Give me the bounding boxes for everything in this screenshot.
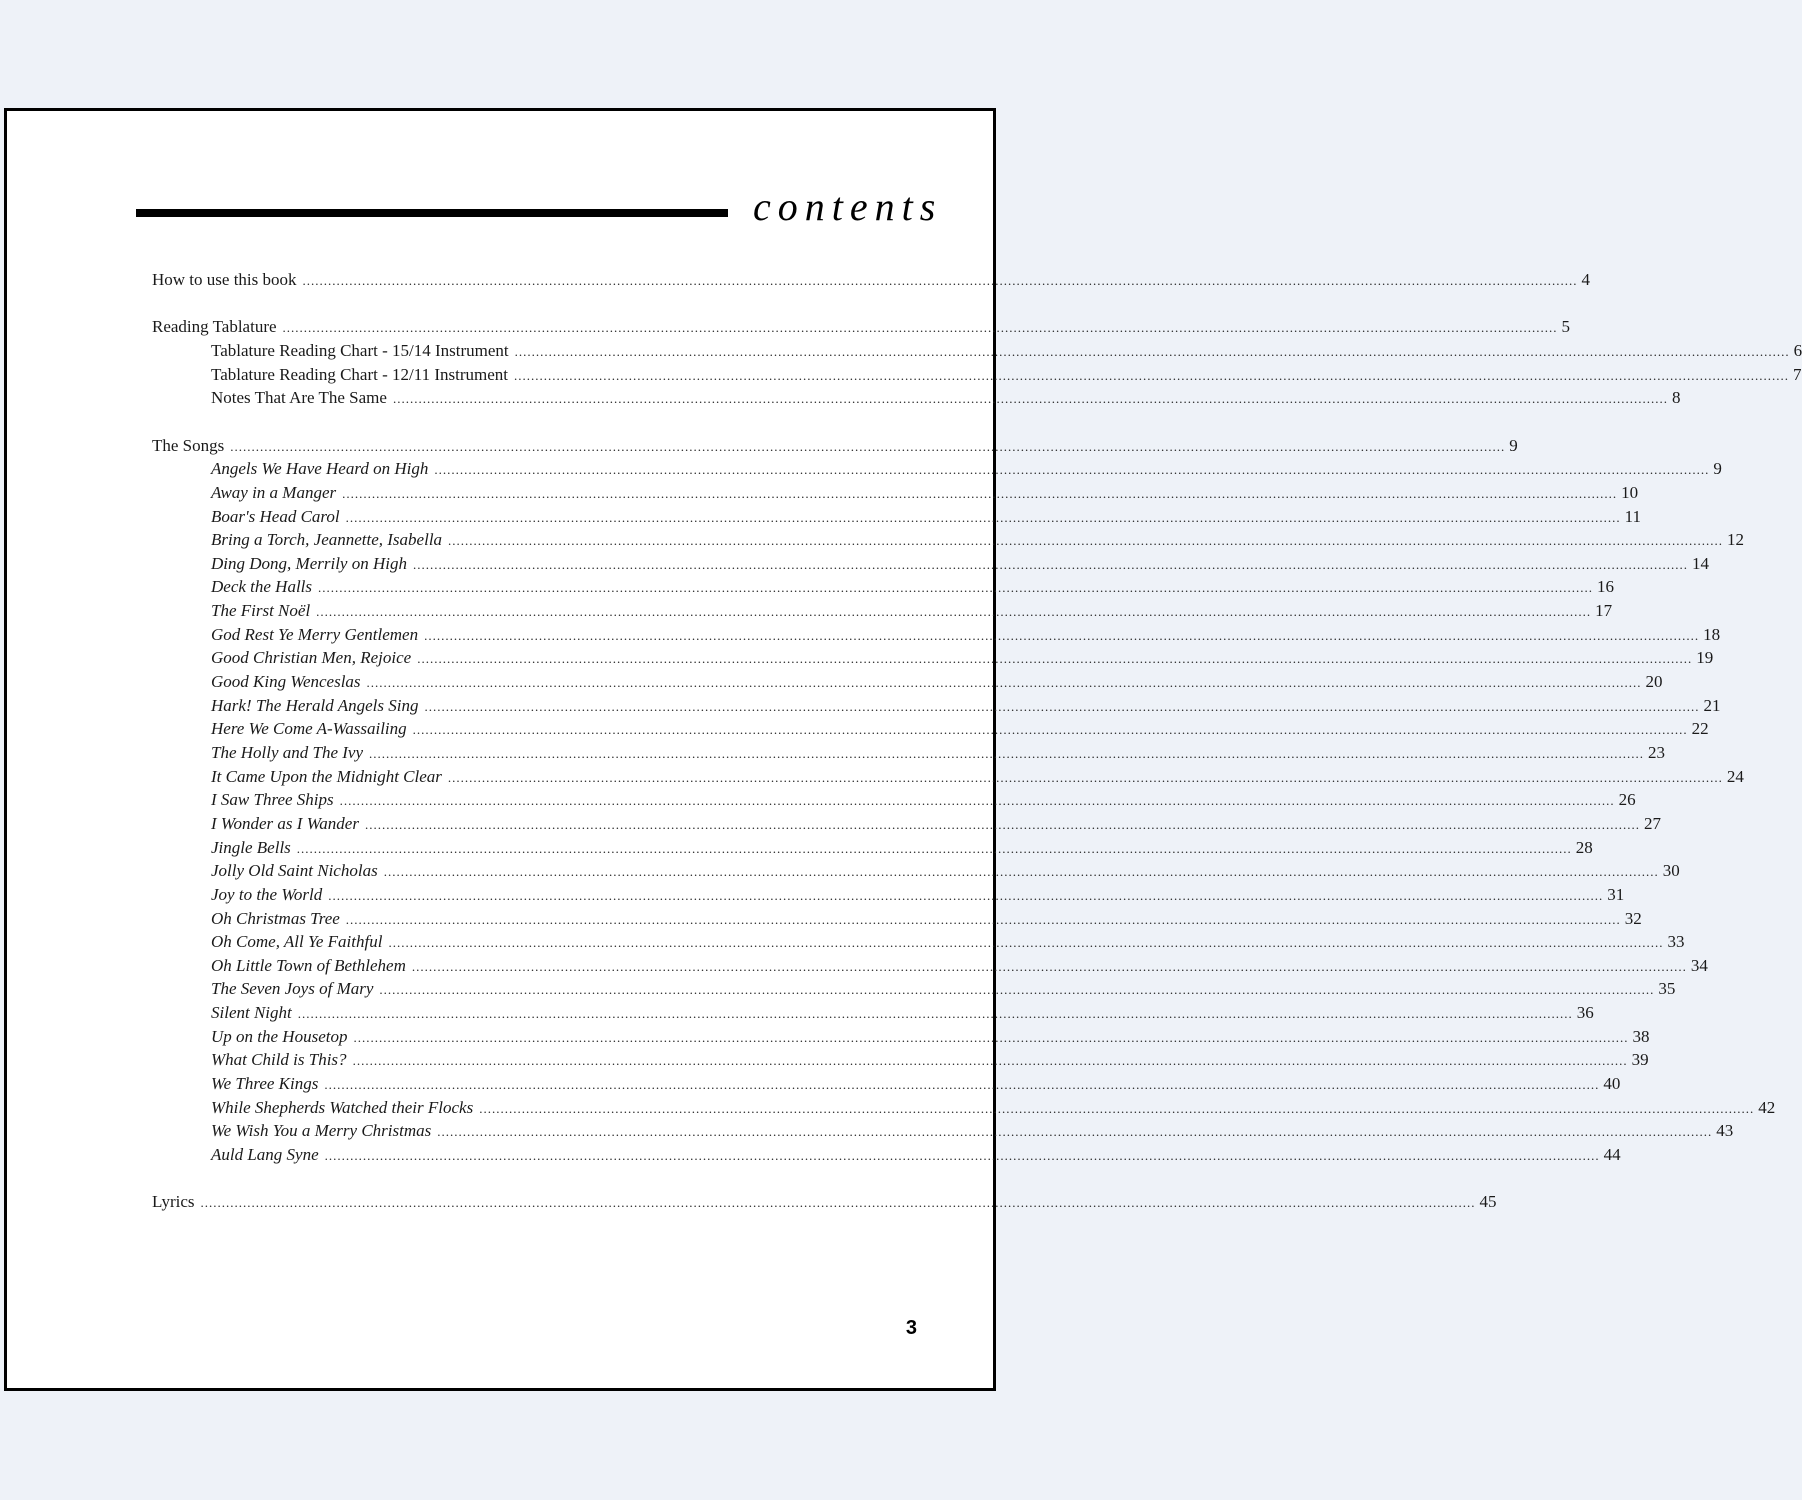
toc-entry-page: 14 (1691, 554, 1709, 573)
toc-entry (211, 907, 1642, 931)
toc-entry-page: 28 (1575, 838, 1593, 857)
toc-entry-label: Deck the Halls (211, 577, 313, 596)
toc-entry-page: 43 (1716, 1121, 1734, 1140)
toc-entry (152, 1190, 1497, 1214)
toc-entry-page: 18 (1703, 625, 1721, 644)
dot-leader: ............................................................................................................................................................................................................................................................................................................ (282, 320, 1558, 335)
toc-entry-label: What Child is This? (211, 1050, 347, 1069)
toc-entry (211, 386, 1681, 410)
dot-leader: ............................................................................................................................................................................................................................................................................................................ (434, 462, 1710, 477)
toc-entry-page: 7 (1793, 365, 1802, 384)
dot-leader: ............................................................................................................................................................................................................................................................................................................ (345, 912, 1621, 927)
toc-entry-page: 42 (1758, 1098, 1776, 1117)
toc-entry (211, 457, 1722, 481)
toc-entry-page: 40 (1603, 1074, 1621, 1093)
dot-leader: ............................................................................................................................................................................................................................................................................................................ (366, 675, 1642, 690)
toc-entry-label: We Three Kings (211, 1074, 319, 1093)
toc-entry (211, 339, 1802, 363)
toc-entry (211, 670, 1663, 694)
toc-entry (211, 363, 1802, 387)
toc-entry-page: 9 (1509, 436, 1518, 455)
toc-entry (211, 765, 1744, 789)
toc-entry-label: The Seven Joys of Mary (211, 979, 374, 998)
toc-entry-page: 27 (1643, 814, 1661, 833)
toc-entry (211, 883, 1625, 907)
toc-entry-page: 31 (1607, 885, 1625, 904)
toc-entry-label: Notes That Are The Same (211, 388, 387, 407)
toc-entry-page: 10 (1621, 483, 1639, 502)
toc-entry-page: 32 (1624, 909, 1642, 928)
dot-leader: ............................................................................................................................................................................................................................................................................................................ (318, 580, 1594, 595)
toc-entry-page: 44 (1603, 1145, 1621, 1164)
toc-entry-label: Up on the Housetop (211, 1027, 348, 1046)
toc-entry-page: 12 (1727, 530, 1745, 549)
dot-leader: ............................................................................................................................................................................................................................................................................................................ (345, 510, 1621, 525)
toc-entry-label: Tablature Reading Chart - 15/14 Instrument (211, 341, 509, 360)
dot-leader: ............................................................................................................................................................................................................................................................................................................ (448, 533, 1724, 548)
dot-leader: ............................................................................................................................................................................................................................................................................................................ (411, 959, 1687, 974)
toc-entry-label: Oh Little Town of Bethlehem (211, 956, 406, 975)
toc-entry-label: Oh Christmas Tree (211, 909, 340, 928)
toc-entry-label: We Wish You a Merry Christmas (211, 1121, 432, 1140)
dot-leader: ............................................................................................................................................................................................................................................................................................................ (296, 841, 1572, 856)
toc-entry-label: Boar's Head Carol (211, 507, 340, 526)
toc-entry-label: Tablature Reading Chart - 12/11 Instrument (211, 365, 509, 384)
toc-entry-label: The Holly and The Ivy (211, 743, 364, 762)
toc-entry-label: It Came Upon the Midnight Clear (211, 767, 442, 786)
toc-entry (211, 859, 1680, 883)
dot-leader: ............................................................................................................................................................................................................................................................................................................ (297, 1006, 1573, 1021)
dot-leader: ............................................................................................................................................................................................................................................................................................................ (328, 888, 1604, 903)
toc-entry-page: 35 (1658, 979, 1676, 998)
dot-leader: ............................................................................................................................................................................................................................................................................................................ (417, 651, 1693, 666)
dot-leader: ............................................................................................................................................................................................................................................................................................................ (230, 439, 1506, 454)
toc-entry-page: 11 (1624, 507, 1641, 526)
toc-entry-page: 30 (1662, 861, 1680, 880)
book-page (4, 108, 1802, 1391)
toc-entry-page: 5 (1561, 317, 1571, 336)
toc-entry-label: Silent Night (211, 1003, 292, 1022)
page-title: contents (753, 184, 943, 229)
dot-leader: ............................................................................................................................................................................................................................................................................................................ (379, 982, 1655, 997)
toc-entry-label: Lyrics (152, 1192, 195, 1211)
dot-leader: ............................................................................................................................................................................................................................................................................................................ (514, 344, 1790, 359)
dot-leader: ............................................................................................................................................................................................................................................................................................................ (324, 1077, 1600, 1092)
toc-entry (211, 1025, 1650, 1049)
toc-entry (152, 315, 1571, 339)
toc-entry (211, 1072, 1621, 1096)
toc-entry (211, 694, 1721, 718)
toc-entry-page: 22 (1691, 719, 1709, 738)
toc-entry (211, 836, 1593, 860)
dot-leader: ............................................................................................................................................................................................................................................................................................................ (369, 746, 1645, 761)
dot-leader: ............................................................................................................................................................................................................................................................................................................ (388, 935, 1664, 950)
toc-entry-label: The Songs (152, 436, 225, 455)
toc-entry-label: I Saw Three Ships (211, 790, 334, 809)
toc-entry-page: 4 (1581, 270, 1590, 289)
toc-entry-page: 26 (1618, 790, 1636, 809)
dot-leader: ............................................................................................................................................................................................................................................................................................................ (412, 557, 1688, 572)
toc-entry-label: The First Noël (211, 601, 311, 620)
toc-entry-page: 6 (1793, 341, 1802, 360)
dot-leader: ............................................................................................................................................................................................................................................................................................................ (392, 391, 1668, 406)
toc-entry-label: Oh Come, All Ye Faithful (211, 932, 383, 951)
dot-leader: ............................................................................................................................................................................................................................................................................................................ (479, 1101, 1755, 1116)
toc-entry (211, 930, 1685, 954)
dot-leader: ............................................................................................................................................................................................................................................................................................................ (514, 368, 1790, 383)
toc-entry-page: 33 (1667, 932, 1685, 951)
toc-entry (211, 599, 1613, 623)
toc-entry (211, 1001, 1594, 1025)
toc-entry-label: Jingle Bells (211, 838, 291, 857)
toc-entry (211, 552, 1709, 576)
toc-entry-page: 34 (1690, 956, 1708, 975)
toc-entry-page: 24 (1726, 767, 1744, 786)
toc-entry-page: 39 (1631, 1050, 1649, 1069)
toc-entry-page: 36 (1576, 1003, 1594, 1022)
toc-entry-label: Hark! The Herald Angels Sing (211, 696, 419, 715)
dot-leader: ............................................................................................................................................................................................................................................................................................................ (200, 1195, 1476, 1210)
dot-leader: ............................................................................................................................................................................................................................................................................................................ (339, 793, 1615, 808)
dot-leader: ............................................................................................................................................................................................................................................................................................................ (302, 273, 1578, 288)
toc-entry-label: Good Christian Men, Rejoice (211, 648, 412, 667)
dot-leader: ............................................................................................................................................................................................................................................................................................................ (424, 699, 1700, 714)
dot-leader: ............................................................................................................................................................................................................................................................................................................ (383, 864, 1659, 879)
toc-entry-page: 17 (1595, 601, 1613, 620)
toc-entry-page: 21 (1703, 696, 1721, 715)
toc-entry (211, 741, 1666, 765)
toc-entry-page: 38 (1632, 1027, 1650, 1046)
toc-entry-label: Ding Dong, Merrily on High (211, 554, 407, 573)
toc-entry-page: 45 (1479, 1192, 1497, 1211)
toc-entry-page: 20 (1645, 672, 1663, 691)
toc-entry (211, 717, 1709, 741)
toc-entry-label: Here We Come A-Wassailing (211, 719, 407, 738)
toc-entry (211, 528, 1745, 552)
toc-entry (152, 434, 1518, 458)
toc-entry (211, 646, 1714, 670)
toc-entry (211, 1119, 1734, 1143)
dot-leader: ............................................................................................................................................................................................................................................................................................................ (424, 628, 1700, 643)
dot-leader: ............................................................................................................................................................................................................................................................................................................ (324, 1148, 1600, 1163)
toc-entry (211, 1096, 1776, 1120)
toc-entry (211, 575, 1615, 599)
dot-leader: ............................................................................................................................................................................................................................................................................................................ (352, 1053, 1628, 1068)
toc-entry-label: Bring a Torch, Jeannette, Isabella (211, 530, 443, 549)
dot-leader: ............................................................................................................................................................................................................................................................................................................ (342, 486, 1618, 501)
toc-entry (211, 1048, 1649, 1072)
toc-entry-label: Jolly Old Saint Nicholas (211, 861, 378, 880)
dot-leader: ............................................................................................................................................................................................................................................................................................................ (353, 1030, 1629, 1045)
toc-entry (211, 812, 1661, 836)
dot-leader: ............................................................................................................................................................................................................................................................................................................ (364, 817, 1640, 832)
toc-entry (211, 977, 1676, 1001)
toc-entry-page: 8 (1671, 388, 1681, 407)
toc-entry (211, 788, 1636, 812)
dot-leader: ............................................................................................................................................................................................................................................................................................................ (447, 770, 1723, 785)
toc-entry (211, 954, 1708, 978)
toc-entry-label: God Rest Ye Merry Gentlemen (211, 625, 419, 644)
toc-entry (211, 481, 1639, 505)
page-number: 3 (905, 1317, 917, 1339)
toc-entry-page: 16 (1597, 577, 1615, 596)
dot-leader: ............................................................................................................................................................................................................................................................................................................ (412, 722, 1688, 737)
toc-entry-label: Joy to the World (211, 885, 323, 904)
toc-entry-label: While Shepherds Watched their Flocks (211, 1098, 474, 1117)
toc-entry-label: Good King Wenceslas (211, 672, 361, 691)
toc-entry-label: How to use this book (152, 270, 297, 289)
toc-entry-page: 19 (1696, 648, 1714, 667)
toc-entry-page: 9 (1713, 459, 1722, 478)
toc-entry (152, 268, 1590, 292)
toc-entry (211, 1143, 1621, 1167)
dot-leader: ............................................................................................................................................................................................................................................................................................................ (316, 604, 1592, 619)
dot-leader: ............................................................................................................................................................................................................................................................................................................ (437, 1124, 1713, 1139)
toc-entry (211, 623, 1721, 647)
toc-entry-label: Reading Tablature (152, 317, 277, 336)
toc-entry (211, 505, 1641, 529)
toc-entry-label: Away in a Manger (211, 483, 337, 502)
header-rule (136, 209, 728, 217)
toc-entry-page: 23 (1648, 743, 1666, 762)
toc-entry-label: I Wonder as I Wander (211, 814, 359, 833)
toc-entry-label: Auld Lang Syne (211, 1145, 319, 1164)
toc-entry-label: Angels We Have Heard on High (211, 459, 429, 478)
